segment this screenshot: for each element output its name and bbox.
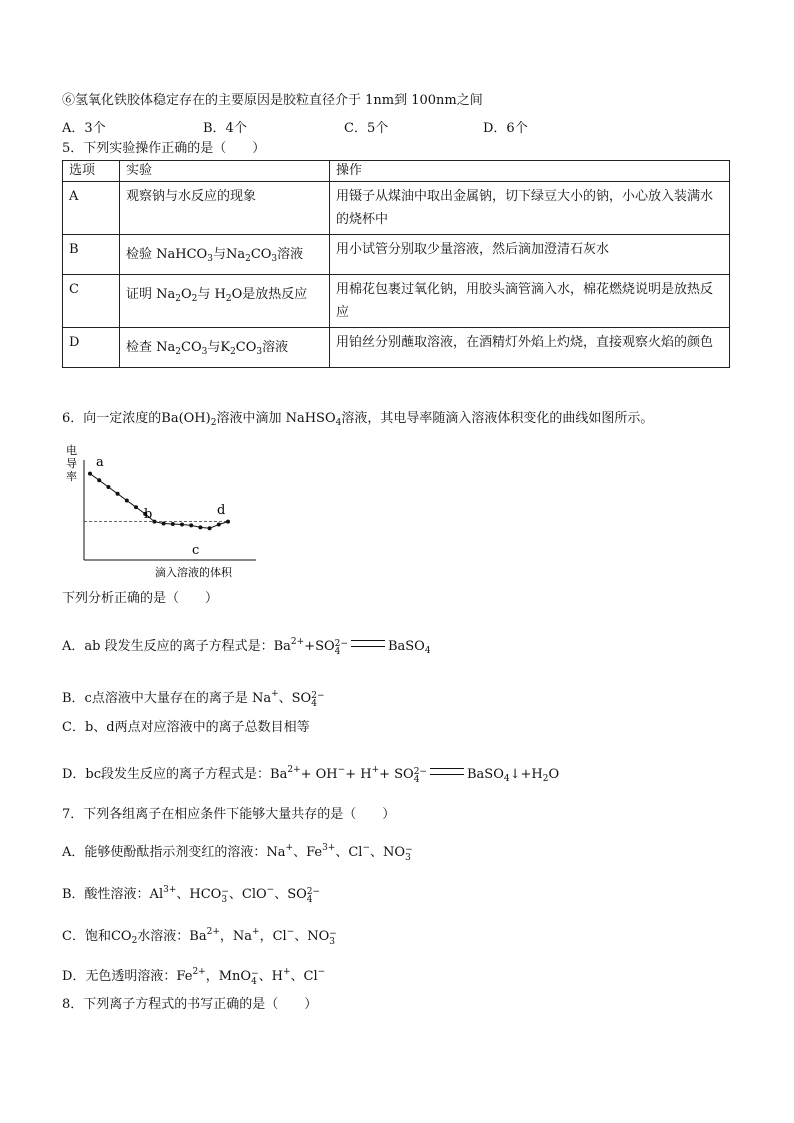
q6-option-d[interactable]: D．bc段发生反应的离子方程式是：$Ba^{2+}+ OH^-+ H^++$ SO 2− 4 $BaSO_4↓+H_2O$: [62, 765, 560, 785]
row-operation: 用铂丝分别蘸取溶液，在酒精灯外焰上灼烧，直接观察火焰的颜色: [330, 328, 730, 368]
row-option: C: [63, 275, 120, 328]
data-point: [171, 522, 175, 526]
q7-option-b[interactable]: B．酸性溶液：$Al^{3+}$、HCO − 3 、ClO−、SO 2− 4: [62, 885, 321, 905]
row-experiment: 观察钠与水反应的现象: [120, 182, 330, 235]
data-point: [162, 522, 166, 526]
row-option: A: [63, 182, 120, 235]
row-option: D: [63, 328, 120, 368]
point-label-b: b: [144, 507, 153, 522]
q6-option-a[interactable]: A．ab 段发生反应的离子方程式是：$Ba^{2+}+SO$ 2− 4 BaSO$_4$: [62, 637, 431, 657]
row-experiment: 证明 $Na_2O_2$与 $H_2O$是放热反应: [120, 275, 330, 328]
conductivity-chart: [62, 442, 262, 584]
data-point: [226, 520, 230, 524]
table-row: [63, 182, 730, 235]
y-axis-label-1: 电: [66, 444, 77, 457]
x-axis-label: 滴入溶液的体积: [155, 566, 232, 579]
point-label-d: d: [217, 503, 226, 518]
row-operation: 用镊子从煤油中取出金属钠，切下绿豆大小的钠，小心放入装满水的烧杯中: [330, 182, 730, 235]
data-point: [106, 485, 110, 489]
data-point: [88, 472, 92, 476]
q6-sub-stem: 下列分析正确的是（ ）: [62, 591, 219, 606]
header-option: 选项: [63, 161, 120, 182]
row-experiment: 检查 $Na_2CO_3$与$K_2CO_3$溶液: [120, 328, 330, 368]
q7-option-c[interactable]: C．饱和$CO_2$水溶液：$Ba^{2+}$，Na+，Cl−、NO − 3: [62, 927, 337, 947]
q4-option-c[interactable]: C．5个: [344, 121, 389, 136]
q6-option-b[interactable]: B．c点溶液中大量存在的离子是 Na+、SO 2− 4: [62, 689, 325, 709]
q4-option-a[interactable]: A．3个: [62, 121, 106, 136]
data-point: [180, 523, 184, 527]
table-row: [63, 235, 730, 275]
table-row: [63, 328, 730, 368]
header-operation: 操作: [330, 161, 730, 182]
data-point: [152, 520, 156, 524]
data-point: [208, 526, 212, 530]
data-point: [134, 505, 138, 509]
q6-option-c[interactable]: C．b、d两点对应溶液中的离子总数目相等: [62, 720, 310, 735]
point-label-c: c: [192, 543, 200, 558]
row-option: B: [63, 235, 120, 275]
point-label-a: a: [96, 455, 104, 470]
q7-stem: 7．下列各组离子在相应条件下能够大量共存的是（ ）: [62, 807, 396, 822]
q7-option-d[interactable]: D．无色透明溶液：$Fe^{2+}$，MnO − 4 、H+、Cl−: [62, 967, 326, 987]
q7-option-a[interactable]: A．能够使酚酞指示剂变红的溶液：Na+、$Fe^{3+}$、Cl−、NO − 3: [62, 843, 413, 863]
y-axis-label-2: 导: [66, 457, 77, 470]
y-axis-label-3: 率: [66, 470, 77, 483]
row-operation: 用小试管分别取少量溶液，然后滴加澄清石灰水: [330, 235, 730, 275]
q6-stem: 6．向一定浓度的$Ba(OH)_2$溶液中滴加 NaHSO$_4$溶液，其电导率随滴入溶液体积变化的曲线如图所示。: [62, 411, 654, 428]
statement-6: ⑥氢氧化铁胶体稳定存在的主要原因是胶粒直径介于 1nm到 100nm之间: [62, 93, 483, 108]
table-header-row: [63, 161, 730, 182]
experiment-table: [62, 160, 730, 368]
q5-stem: 5．下列实验操作正确的是（ ）: [62, 141, 266, 156]
data-point: [125, 499, 129, 503]
q4-option-b[interactable]: B．4个: [203, 121, 247, 136]
q4-option-d[interactable]: D．6个: [483, 121, 528, 136]
q4-options: [62, 117, 622, 135]
data-point: [189, 523, 193, 527]
q8-stem: 8．下列离子方程式的书写正确的是（ ）: [62, 997, 318, 1012]
series-line: [90, 474, 228, 529]
row-experiment: 检验 NaHCO$_3$与$Na_2CO_3$溶液: [120, 235, 330, 275]
data-point: [97, 478, 101, 482]
table-row: [63, 275, 730, 328]
header-experiment: 实验: [120, 161, 330, 182]
row-operation: 用棉花包裹过氧化钠，用胶头滴管滴入水，棉花燃烧说明是放热反应: [330, 275, 730, 328]
data-point: [198, 525, 202, 529]
data-point: [116, 492, 120, 496]
data-point: [217, 523, 221, 527]
